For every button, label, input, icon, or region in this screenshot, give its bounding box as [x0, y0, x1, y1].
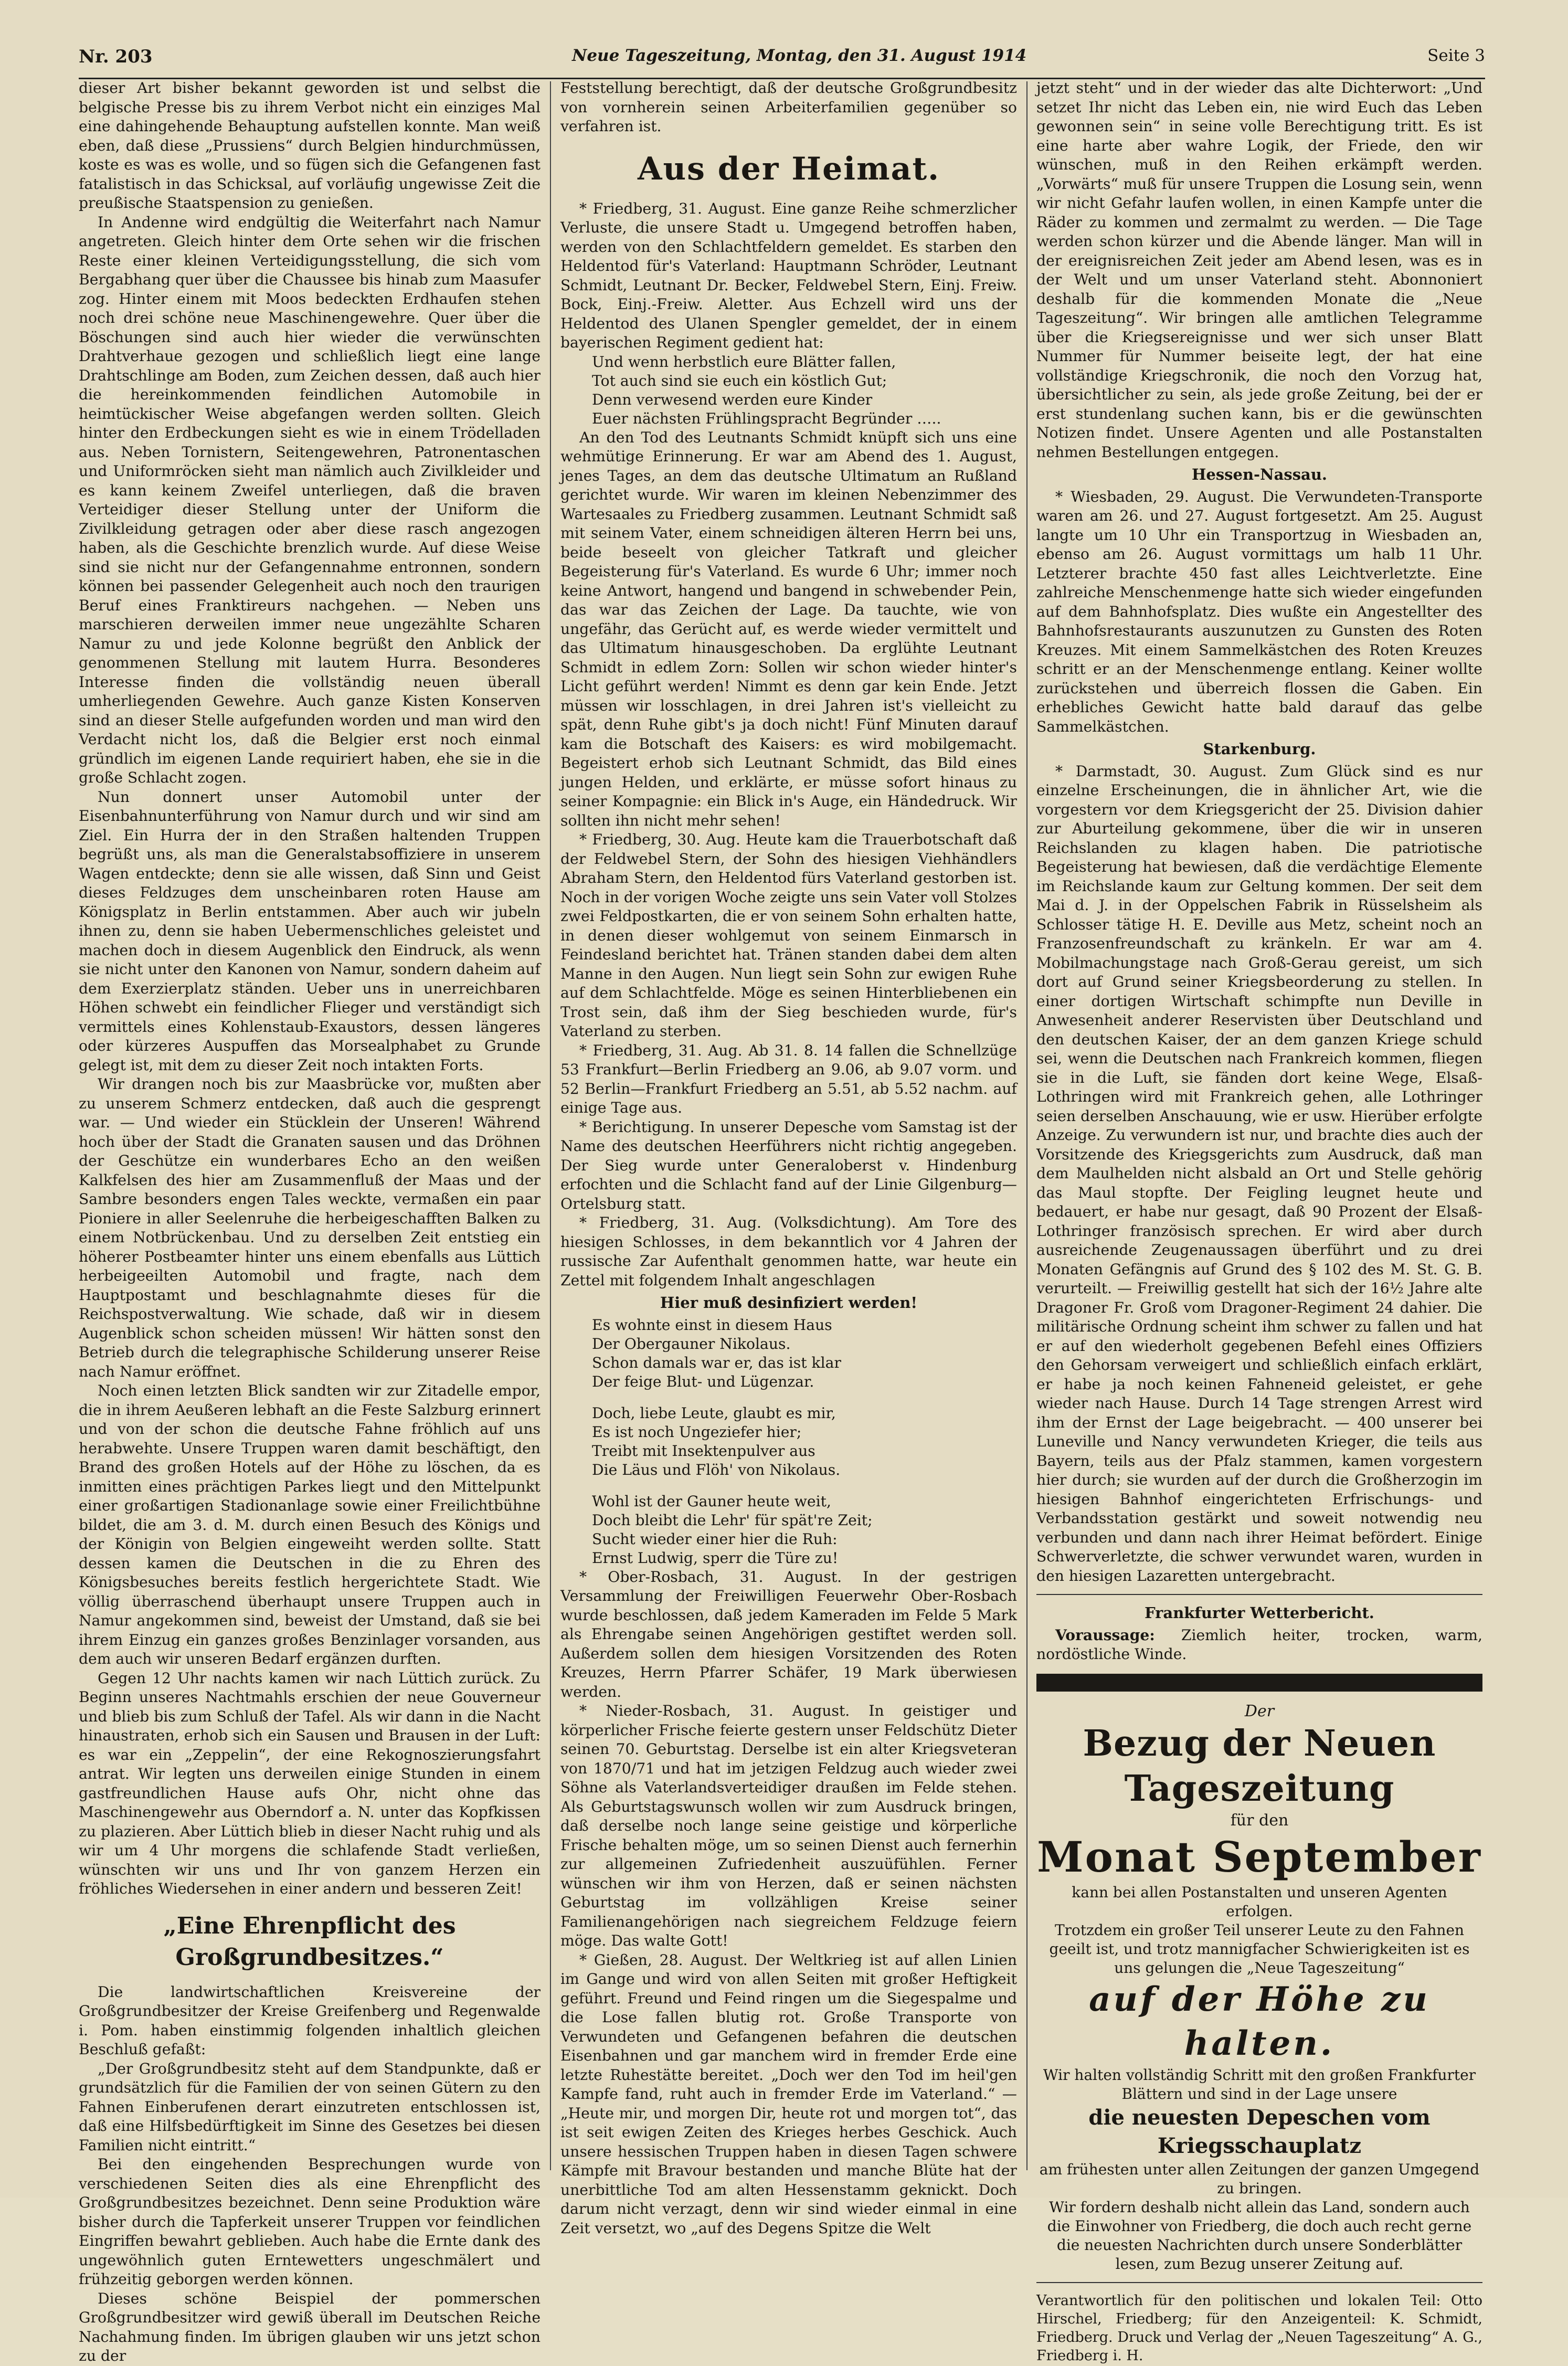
news-item: * Gießen, 28. August. Der Weltkrieg ist auf allen Linien im Gange und wird von allen Seiten mit großer Heftigkeit geführt. Freund und Feind ringen um die Siegespalme und die Lose fallen blutig rot. Große Transporte von Verwundeten und Gefangenen befahren die deutschen Eisenbahnen und gar manchem wird in fremder Erde eine letzte Ruhestätte bereitet. „Doch wer den Tod im heil'gen Kampfe fand, ruht auch in fremder Erde im Vaterland.“ — „Heute mir, und morgen Dir, heute rot und morgen tot“, das ist seit ewigen Zeiten des Krieges herbes Geschick. Auch unsere hessischen Truppen haben in diesen Tagen schwere Kämpfe mit Bravour bestanden und manche Blüte hat der unerbittliche Tod am alten Hessenstamm geknickt. Doch darum nicht verzagt, denn wir sind wieder einmal in eine Zeit versetzt, wo „auf des Degens Spitze die Welt — [560, 1951, 1017, 2237]
stanza-gap — [592, 1391, 1017, 1404]
news-item: * Friedberg, 31. Aug. Ab 31. 8. 14 fallen die Schnellzüge 53 Frankfurt—Berlin Friedberg an 9.06, ab 9.07 vorm. und 52 Berlin—Frankfurt Friedberg an 5.51, ab 5.52 nachm. auf einige Tage aus. — [560, 1041, 1017, 1116]
paragraph: jetzt steht“ und in der wieder das alte Dichterwort: „Und setzet Ihr nicht das Leben ein, nie wird Euch das Leben gewonnen sein“ in seine volle Berechtigung tritt. Es ist eine harte aber wahre Logik, der Friede, den wir wünschen, muß in den Reihen erkämpft werden. „Vorwärts“ muß für unsere Truppen die Losung sein, wenn wir nicht Gefahr laufen wollen, in einen Kampfe unter die Räder zu kommen und zermalmt zu werden. — Die Tage werden schon kürzer und die Abende länger. Man will in der ereignisreichen Zeit jeder am Abend lesen, was es in der Welt und um unser Vaterland steht. Abonnoniert deshalb für die kommenden Monate die „Neue Tageszeitung“. Wir bringen alle amtlichen Telegramme über die Kriegsereignisse und wer sich unser Blatt Nummer für Nummer beiseite legt, der hat eine vollständige Kriegschronik, die noch den Vorzug hat, übersichtlicher zu sein, als jede große Zeitung, bei der er erst stundenlang suchen kann, bis er die gewünschten Notizen findet. Unsere Agenten und alle Postanstalten nehmen Bestellungen entgegen. — [1036, 79, 1482, 461]
poem — [592, 1316, 1017, 1568]
column-right — [1036, 79, 1482, 2364]
poem-line: Ernst Ludwig, sperr die Türe zu! — [592, 1549, 839, 1567]
ad-text: Trotzdem ein großer Teil unserer Leute zu den Fahnen geeilt ist, und trotz mannigfacher Schwierigkeiten ist es uns gelungen die „Neue Tageszeitung“ — [1049, 1921, 1470, 1977]
ad-slogan: auf der Höhe zu halten. — [1089, 1979, 1430, 2063]
ad-text: Wir fordern deshalb nicht allein das Land, sondern auch die Einwohner von Friedberg, die doch auch recht gerne die neuesten Nachrichten durch unsere Sonderblätter lesen, zum Bezug unserer Zeitung auf. — [1047, 2198, 1472, 2273]
news-item: * Darmstadt, 30. August. Zum Glück sind es nur einzelne Erscheinungen, die in ähnlicher Art, wie die vorgestern vor dem Kriegsgericht der 25. Division dahier zur Aburteilung gekommene, über die wir in unseren Reichslanden zu klagen haben. Die patriotische Begeisterung hat bewiesen, daß die verdächtige Elemente im Reichslande kaum zur Geltung kommen. Der seit dem Mai d. J. in der Oppelschen Fabrik in Rüsselsheim als Schlosser tätige H. E. Deville aus Metz, scheint noch an Franzosenfreundschaft zu kränkeln. Er war am 4. Mobilmachungstage nach Groß-Gerau gereist, um sich dort auf Grund seiner Kriegsbeorderung zu stellen. In einer dortigen Wirtschaft schimpfte nun Deville in Anwesenheit anderer Reservisten über Deutschland und den deutschen Kaiser, der an dem ganzen Kriege schuld sei, wenn die Deutschen nach Frankreich kommen, fliegen sie in die Luft, sie fänden dort keine Wege, Elsaß-Lothringen wird mit Frankreich gehen, alle Lothringer seien derselben Anschauung, wie er usw. Hierüber erfolgte Anzeige. Zu verwundern ist nur, und brachte dies auch der Vorsitzende des Kriegsgerichts zum Ausdruck, daß man dem Maulhelden nicht alsbald an Ort und Stelle gehörig das Maul stopfte. Der Feigling leugnet heute und bedauert, er habe nur gesagt, daß 90 Prozent der Elsaß-Lothringer französisch sprechen. Er wird aber durch ausreichende Zeugenaussagen überführt und zu drei Monaten Gefängnis auf Grund des § 102 des M. St. G. B. verurteilt. — Freiwillig gestellt hat sich der 16½ Jahre alte Dragoner Fr. Groß vom Dragoner-Regiment 24 dahier. Die militärische Ordnung scheint ihm schwer zu fallen und hat er auf den wiederholt gegebenen Befehl eines Offiziers den Gehorsam verweigert und schließlich einfach erklärt, er habe ja noch keinen Fahneneid geleistet, er gehe wieder nach Hause. Durch 14 Tage strengen Arrest wird ihm der Ernst der Lage beigebracht. — 400 unserer bei Luneville und Nancy verwundeten Krieger, die teils aus Bayern, teils aus der Pfalz stammen, kamen vorgestern hier durch; sie wurden auf der durch die Großherzogin im hiesigen Bahnhof eingerichteten Erfrischungs- und Verbandsstation gestärkt und soweit notwendig neu verbunden und dann nach ihrer Heimat befördert. Einige Schwerverletzte, die schwer verwundet waren, wurden in den hiesigen Lazaretten untergebracht. — [1036, 762, 1482, 1585]
column-rule — [550, 81, 551, 2170]
poem-line: Sucht wieder einer hier die Ruh: — [592, 1530, 838, 1548]
poem-line: Treibt mit Insektenpulver aus — [592, 1442, 815, 1460]
weather-report — [1036, 1626, 1482, 1664]
paragraph: Die landwirtschaftlichen Kreisvereine der Großgrundbesitzer der Kreise Greifenberg und Regenwalde i. Pom. haben einstimmig folgenden inhaltlich gleichen Beschluß gefaßt: — [79, 1983, 541, 2058]
poem-line: Doch, liebe Leute, glaubt es mir, — [592, 1404, 836, 1422]
news-item: An den Tod des Leutnants Schmidt knüpft sich uns eine wehmütige Erinnerung. Er war am Abend des 1. August, jenes Tages, an dem das deutsche Ultimatum an Rußland gerichtet wurde. Wir waren im kleinen Nebenzimmer des Wartesaales zu Friedberg zusammen. Leutnant Schmidt saß mit seinem Vater, einem schneidigen älteren Herrn bei uns, beide beseelt von gleicher Tatkraft und gleicher Begeisterung für's Vaterland. Es wurde 6 Uhr; immer noch keine Antwort, hangend und bangend in schwebender Pein, das war das Zeichen der Lage. Da tauchte, wie von ungefähr, das Gerücht auf, es werde wieder vermittelt und das Ultimatum hinausgeschoben. Da erglühte Leutnant Schmidt in edlem Zorn: Sollen wir schon wieder hinter's Licht geführt werden! Nimmt es denn gar kein Ende. Jetzt müssen wir losschlagen, in drei Jahren ist's vielleicht zu spät, denn Ruhe gibt's ja doch nicht! Fünf Minuten darauf kam die Botschaft des Kaisers: es wird mobilgemacht. Begeistert erhob sich Leutnant Schmidt, das Bild eines jungen Helden, und erklärte, er müsse sofort hinaus zu seiner Kompagnie: ein Blick in's Auge, ein Händedruck. Wir sollten ihn nicht mehr sehen! — [560, 428, 1017, 829]
region-heading: Starkenburg. — [1203, 740, 1316, 758]
news-item: * Wiesbaden, 29. August. Die Verwundeten-Transporte waren am 26. und 27. August fortgesetzt. Am 25. August langte um 10 Uhr ein Transportzug in Wiesbaden an, ebenso am 26. August vormittags um halb 11 Uhr. Letzterer brachte 450 fast alles Leichtverletzte. Eine zahlreiche Menschenmenge hatte sich wieder eingefunden auf dem Bahnhofsplatz. Dies wußte ein Angestellter des Bahnhofsrestaurants auszunutzen zu Gunsten des Roten Kreuzes. Mit einem Sammelkästchen des Roten Kreuzes schritt er an der Menschenmenge entlang. Keiner wollte zurückstehen und überreich flossen die Gaben. Ein erhebliches Gewicht hatte bald darauf das gelbe Sammelkästchen. — [1036, 488, 1482, 735]
ad-text: am frühesten unter allen Zeitungen der ganzen Umgegend zu bringen. — [1039, 2160, 1480, 2197]
poem-line: Der feige Blut- und Lügenzar. — [592, 1372, 814, 1390]
news-item: * Friedberg, 30. Aug. Heute kam die Trauerbotschaft daß der Feldwebel Stern, der Sohn des hiesigen Viehhändlers Abraham Stern, den Heldentod fürs Vaterland gestorben ist. Noch in der vorigen Woche zeigte uns sein Vater voll Stolzes zwei Feldpostkarten, die er von seinem Sohn erhalten hatte, in denen dieser wohlgemut von seinem Einmarsch in Feindesland berichtet hat. Tränen standen dabei dem alten Manne in den Augen. Nun liegt sein Sohn zur ewigen Ruhe auf dem Schlachtfelde. Möge es seinen Hinterbliebenen ein Trost sein, daß ihm der Sieg beschieden wurde, für's Vaterland zu sterben. — [560, 831, 1017, 1040]
issue-number: Nr. 203 — [79, 46, 153, 67]
paragraph: Nun donnert unser Automobil unter der Eisenbahnunterführung von Namur durch und wir sind am Ziel. Ein Hurra der in den Straßen haltenden Truppen begrüßt uns, als man die Generalstabsoffiziere in unserem Wagen entdeckte; denn sie alle wissen, daß Sinn und Geist dieses Feldzuges dem unscheinbaren roten Hause am Königsplatz in Berlin entstammen. Aber auch wir jubeln ihnen zu, denn sie haben Uebermenschliches geleistet und machen doch in diesem Augenblick den Eindruck, als wenn sie nicht unter den Kanonen von Namur, sondern daheim auf dem Exerzierplatz ständen. Ueber uns in unerreichbaren Höhen schwebt ein feindlicher Flieger und verständigt sich vermittels eines Kohlenstaub-Exaustors, dessen längeres oder kürzeres Auspuffen das Morsealphabet zu Grunde gelegt ist, mit dem zu dieser Zeit noch intakten Forts. — [79, 788, 541, 1074]
weather-text: Ziemlich heiter, trocken, warm, nordöstliche Winde. — [1036, 1626, 1482, 1663]
news-item: * Friedberg, 31. August. Eine ganze Reihe schmerzlicher Verluste, die unsere Stadt u. Umgegend betroffen haben, werden von den Schlachtfeldern gemeldet. Es starben den Heldentod für's Vaterland: Hauptmann Schröder, Leutnant Schmidt, Leutnant Dr. Becker, Feldwebel Stern, Einj. Freiw. Bock, Einj.-Freiw. Aletter. Aus Echzell wird uns der Heldentod des Ulanen Spengler gemeldet, der in einem bayerischen Regiment gedient hat: — [560, 199, 1017, 351]
news-item: * Berichtigung. In unserer Depesche vom Samstag ist der Name des deutschen Heerführers nicht richtig angegeben. Der Sieg wurde unter Generaloberst v. Hindenburg erfochten und die Schlacht fand auf der Linie Gilgenburg—Ortelsburg statt. — [560, 1118, 1017, 1212]
column-middle — [560, 79, 1017, 2237]
news-item: * Ober-Rosbach, 31. August. In der gestrigen Versammlung der Freiwilligen Feuerwehr Ober-Rosbach wurde beschlossen, daß jedem Kameraden im Felde 5 Mark als Ehrengabe seinen Angehörigen gestiftet werden soll. Außerdem sollen dem hiesigen Vorsitzenden des Roten Kreuzes, Herrn Pfarrer Schäfer, 19 Mark überwiesen werden. — [560, 1568, 1017, 1700]
poem-line: Der Obergauner Nikolaus. — [592, 1335, 791, 1353]
divider — [1036, 2282, 1482, 2283]
poem-line: Es ist noch Ungeziefer hier; — [592, 1423, 802, 1441]
column-rule — [1026, 81, 1027, 2170]
region-heading: Hessen-Nassau. — [1192, 466, 1327, 483]
ad-line: Der — [1244, 1702, 1275, 1720]
ad-headline: Bezug der Neuen Tageszeitung — [1083, 1723, 1436, 1810]
poem-line: Und wenn herbstlich eure Blätter fallen, — [592, 353, 896, 371]
weather-label: Voraussage: — [1055, 1626, 1155, 1644]
poem — [592, 353, 1017, 428]
section-heading: Aus der Heimat. — [637, 150, 940, 187]
poem-title: Hier muß desinfiziert werden! — [660, 1294, 918, 1312]
black-divider-bar — [1036, 1674, 1482, 1692]
ad-text: kann bei allen Postanstalten und unseren Agenten erfolgen. — [1072, 1883, 1447, 1920]
quote-paragraph: „Der Großgrundbesitz steht auf dem Standpunkte, daß er grundsätzlich für die Familien der von seinen Gütern zu den Fahnen Einberufenen derart einzutreten entschlossen ist, daß eine Hilfsbedürftigkeit im Sinne des Gesetzes bei diesen Familien nicht eintritt.“ — [79, 2059, 541, 2154]
weather-heading: Frankfurter Wetterbericht. — [1145, 1604, 1374, 1622]
poem-line: Denn verwesend werden eure Kinder — [592, 390, 873, 408]
poem-line: Es wohnte einst in diesem Haus — [592, 1316, 832, 1334]
article-heading: „Eine Ehrenpflicht des Großgrundbesitzes.“ — [163, 1912, 456, 1971]
paragraph: Feststellung berechtigt, daß der deutsche Großgrundbesitz von vornherein seinen Arbeiterfamilien gegenüber so verfahren ist. — [560, 79, 1017, 135]
ad-headline-month: Monat September — [1037, 1832, 1482, 1882]
paragraph: Dieses schöne Beispiel der pommerschen Großgrundbesitzer wird gewiß überall im Deutschen Reiche Nachahmung finden. Im übrigen glauben wir uns jetzt schon zu der — [79, 2289, 541, 2364]
paragraph: In Andenne wird endgültig die Weiterfahrt nach Namur angetreten. Gleich hinter dem Orte sehen wir die frischen Reste einer kleinen Verteidigungsstellung, die sich vom Bergabhang quer über die Chaussee bis hinab zum Maasufer zog. Hinter einem mit Moos bedeckten Erdhaufen stehen noch drei schöne neue Maschinengewehre. Quer über die Böschungen sind auch hier wieder die verwünschten Drahtverhaue gezogen und schließlich liegt eine lange Drahtschlinge am Boden, zum Zeichen dessen, daß auch hier die hereinkommenden feindlichen Automobile in heimtückischer Weise abgefangen werden sollten. Gleich hinter den Erdbeckungen sieht es wie in einem Trödelladen aus. Neben Tornistern, Seitengewehren, Patronentaschen und Uniformröcken sieht man nämlich auch Zivilkleider und es kann keinem Zweifel unterliegen, daß die braven Verteidiger dieser Stellung unter der Uniform die Zivilkleidung getragen oder aber diese rasch angezogen haben, als die Geschichte brenzlich wurde. Auf diese Weise sind sie nicht nur der Gefangennahme entronnen, sondern können bei passender Gelegenheit auch noch den traurigen Beruf eines Franktireurs nachgehen. — Neben uns marschieren derweilen immer neue ungezählte Scharen Namur zu und jede Kolonne begrüßt den Anblick der genommenen Stellung mit lautem Hurra. Besonderes Interesse finden die vollständig neuen überall umherliegenden Gewehre. Auch ganze Kisten Konserven sind an dieser Stelle aufgefunden worden und man wird den Verdacht nicht los, daß die Belgier erst noch einmal gründlich im eigenen Lande requiriert haben, ehe sie in die große Schlacht zogen. — [79, 213, 541, 786]
paragraph: Gegen 12 Uhr nachts kamen wir nach Lüttich zurück. Zu Beginn unseres Nachtmahls erschien der neue Gouverneur und blieb bis zum Schluß der Tafel. Als wir dann in die Nacht hinaustraten, erhob sich ein Sausen und Brausen in der Luft: es war ein „Zeppelin“, der eine Rekognoszierungsfahrt antrat. Wir legten uns derweilen einige Stunden in einem gastfreundlichen Hause aufs Ohr, nicht ohne das Maschinengewehr aus Oberndorf a. N. unter das Kopfkissen zu plazieren. Aber Lüttich blieb in dieser Nacht ruhig und als wir um 4 Uhr morgens die schlafende Stadt verließen, wünschten wir uns und Ihr von ganzem Herzen ein fröhliches Wiedersehen in einer andern und besseren Zeit! — [79, 1669, 541, 1897]
news-item: * Nieder-Rosbach, 31. August. In geistiger und körperlicher Frische feierte gestern unser Feldschütz Dieter seinen 70. Geburtstag. Derselbe ist ein alter Kriegsveteran von 1870/71 und hat im jetzigen Feldzug auch wieder zwei Söhne als Vaterlandsverteidiger draußen im Felde stehen. Als Geburtstagswunsch wollen wir zum Ausdruck bringen, daß derselbe noch lange seine geistige und körperliche Frische behalten möge, um so seinen Dienst auch fernerhin zur allgemeinen Zufriedenheit auszuüfühlen. Ferner wünschen wir ihm von Herzen, daß er seinen nächsten Geburtstag im vollzähligen Kreise seiner Familienangehörigen nach siegreichem Feldzuge feiern möge. Das walte Gott! — [560, 1702, 1017, 1949]
stanza-gap — [592, 1480, 1017, 1492]
divider — [1036, 1594, 1482, 1595]
paragraph: dieser Art bisher bekannt geworden ist und selbst die belgische Presse bis zu ihrem Verbot nicht ein einziges Mal eine dahingehende Behauptung aufstellen konnte. Man weiß eben, daß diese „Prussiens“ durch Belgien hindurchmüssen, koste es was es wolle, und so fügen sich die Gefangenen fast fatalistisch in das Schicksal, auf vorläufig ungewisse Zeit die preußische Staatspension zu genießen. — [79, 79, 541, 212]
imprint: Verantwortlich für den politischen und lokalen Teil: Otto Hirschel, Friedberg; für den Anzeigenteil: K. Schmidt, Friedberg. Druck und Verlag der „Neuen Tageszeitung“ A. G., Friedberg i. H. — [1036, 2292, 1482, 2364]
paragraph: Bei den eingehenden Besprechungen wurde von verschiedenen Seiten dies als eine Ehrenpflicht des Großgrundbesitzes bezeichnet. Denn seine Produktion wäre bisher durch die Tapferkeit unserer Truppen vor feindlichen Eingriffen bewahrt geblieben. Auch habe die Ernte dank des ungewöhnlich guten Erntewetters ungeschmälert und frühzeitig geborgen werden können. — [79, 2156, 541, 2288]
column-left — [79, 79, 541, 2364]
paragraph: Wir drangen noch bis zur Maasbrücke vor, mußten aber zu unserem Schmerz entdecken, daß auch die gesprengt war. — Und wieder ein Stücklein der Unseren! Während hoch über der Stadt die Granaten sausen und das Dröhnen der Geschütze ein wunderbares Echo an den weißen Kalkfelsen des hier am Zusammenfluß der Maas und der Sambre besonders engen Tales weckte, vermaßen ein paar Pioniere in aller Seelenruhe die herbeigeschafften Balken zu einem Notbrückenbau. Und zu derselben Zeit entstieg ein höherer Postbeamter hinter uns einem ebenfalls aus Lüttich herbeigeeilten Automobil und fragte, nach dem Hauptpostamt und beschlagnahmte dieses für die Reichspostverwaltung. Wie schade, daß wir in diesem Augenblick schon scheiden müssen! Wir hätten sonst den Betrieb durch die telegraphische Schilderung unserer Reise nach Namur eröffnet. — [79, 1075, 541, 1380]
poem-line: Schon damals war er, das ist klar — [592, 1354, 841, 1371]
masthead — [79, 46, 1485, 79]
ad-line: für den — [1230, 1811, 1289, 1830]
poem-line: Die Läus und Flöh' von Nikolaus. — [592, 1461, 841, 1478]
paragraph: Noch einen letzten Blick sandten wir zur Zitadelle empor, die in ihrem Aeußeren lebhaft an die Feste Salzburg erinnert und von der schon die deutsche Fahne fröhlich auf uns herabwehte. Unsere Truppen waren damit beschäftigt, den Brand des großen Hotels auf der Höhe zu löschen, da es inmitten eines prächtigen Parkes liegt und den Mittelpunkt einer großartigen Stadionanlage sowie einer Freilichtbühne bildet, die am 3. d. M. durch einen Besuch des Königs und der Königin von Belgien eingeweiht werden sollte. Statt dessen kamen die Deutschen in die zu Ehren des Königsbesuches bereits festlich hergerichtete Stadt. Wie völlig überraschend überhaupt unsere Truppen auch in Namur angekommen sind, beweist der Umstand, daß sie bei ihrem Einzug ein ganzes großes Benzinlager vorsanden, aus dem auch wir unseren Bedarf ergänzen durften. — [79, 1382, 541, 1667]
poem-line: Euer nächsten Frühlingspracht Begründer ….. — [592, 409, 941, 427]
page-number: Seite 3 — [1427, 46, 1485, 65]
ad-highlight: die neuesten Depeschen vom Kriegsschauplatz — [1088, 2105, 1431, 2158]
ad-text: Wir halten vollständig Schritt mit den großen Frankfurter Blättern und sind in der Lage unsere — [1043, 2066, 1476, 2103]
subscription-advertisement — [1036, 1702, 1482, 2274]
paper-title-date: Neue Tageszeitung, Montag, den 31. August 1914 — [572, 46, 1027, 65]
news-item: * Friedberg, 31. Aug. (Volksdichtung). Am Tore des hiesigen Schlosses, in dem bekanntlich vor 4 Jahren der russische Zar Aufenthalt genommen hatte, war heute ein Zettel mit folgendem Inhalt angeschlagen — [560, 1214, 1017, 1289]
poem-line: Wohl ist der Gauner heute weit, — [592, 1492, 831, 1510]
poem-line: Doch bleibt die Lehr' für spät're Zeit; — [592, 1511, 873, 1529]
poem-line: Tot auch sind sie euch ein köstlich Gut; — [592, 372, 887, 389]
